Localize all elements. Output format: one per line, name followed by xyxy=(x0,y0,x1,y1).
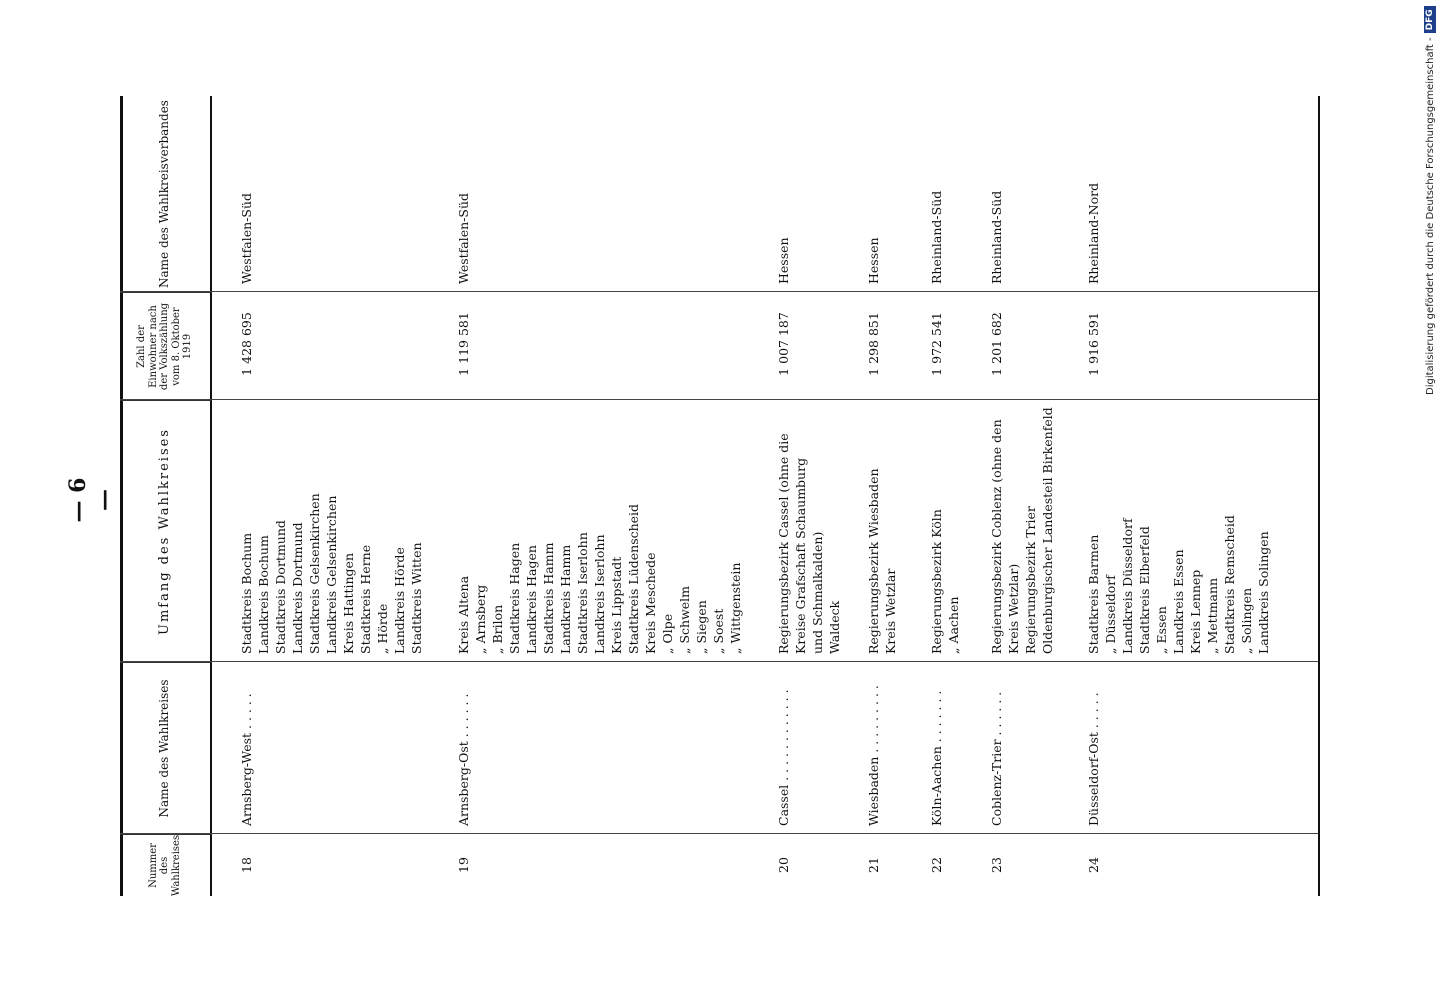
population-value: 1 007 187 xyxy=(776,312,791,376)
umfang-line: Landkreis Bochum xyxy=(256,535,271,654)
umfang-line: und Schmalkalden) xyxy=(810,531,825,654)
umfang-line: Stadtkreis Dortmund xyxy=(273,520,288,654)
population-value: 1 916 591 xyxy=(1086,312,1101,376)
constituency-table xyxy=(120,96,1320,896)
page-number: — 6 — xyxy=(65,477,117,523)
constituency-name: Düsseldorf-Ost . . . . . xyxy=(1086,692,1101,826)
bottom-rule xyxy=(1318,96,1320,896)
umfang-line: Landkreis Solingen xyxy=(1256,531,1271,654)
population-value: 1 428 695 xyxy=(239,312,254,376)
umfang-line: Stadtkreis Barmen xyxy=(1086,534,1101,654)
umfang-line: Kreise Grafschaft Schaumburg xyxy=(793,457,808,654)
umfang-line: Kreis Meschede xyxy=(643,552,658,654)
column-divider xyxy=(120,661,1320,662)
umfang-line: Stadtkreis Remscheid xyxy=(1222,515,1237,654)
constituency-number: 23 xyxy=(989,857,1004,873)
umfang-line: Landkreis Essen xyxy=(1171,549,1186,654)
verband-name: Westfalen-Süd xyxy=(456,192,471,284)
umfang-line: Landkreis Düsseldorf xyxy=(1120,518,1135,654)
umfang-line: Stadtkreis Gelsenkirchen xyxy=(307,493,322,654)
verband-name: Rheinland-Nord xyxy=(1086,182,1101,284)
umfang-list xyxy=(238,400,425,654)
verband-name: Westfalen-Süd xyxy=(239,192,254,284)
umfang-line: „ Brilon xyxy=(490,604,505,654)
population-value: 1 972 541 xyxy=(929,312,944,376)
umfang-line: Kreis Lennep xyxy=(1188,569,1203,654)
header-population: Zahl der Einwohner nach der Volkszählung vom 8. Oktober 1919 xyxy=(120,292,212,400)
population-value: 1 119 581 xyxy=(456,312,471,376)
verband-name: Hessen xyxy=(776,237,791,284)
constituency-number: 24 xyxy=(1086,857,1101,873)
umfang-line: Regierungsbezirk Cassel (ohne die xyxy=(776,433,791,654)
umfang-line: Oldenburgischer Landesteil Birkenfeld xyxy=(1040,407,1055,654)
umfang-line: Landkreis Hamm xyxy=(558,544,573,654)
umfang-line: Stadtkreis Elberfeld xyxy=(1137,526,1152,654)
column-divider xyxy=(120,291,1320,292)
umfang-line: „ Olpe xyxy=(660,613,675,654)
umfang-line: „ Düsseldorf xyxy=(1103,575,1118,654)
umfang-line: Regierungsbezirk Köln xyxy=(929,509,944,654)
header-name: Name des Wahlkreises xyxy=(120,662,212,834)
umfang-line: Landkreis Hörde xyxy=(392,547,407,654)
constituency-number: 19 xyxy=(456,857,471,873)
umfang-line: Kreis Wetzlar xyxy=(883,568,898,654)
umfang-line: „ Arnsberg xyxy=(473,584,488,654)
digitization-credit xyxy=(1423,9,1437,395)
umfang-line: Stadtkreis Iserlohn xyxy=(575,532,590,654)
credit-text: Digitalisierung gefördert durch die Deutsche Forschungsgemeinschaft - xyxy=(1424,37,1436,395)
constituency-number: 22 xyxy=(929,857,944,873)
umfang-line: Kreis Wetzlar) xyxy=(1006,563,1021,654)
umfang-line: Landkreis Gelsenkirchen xyxy=(324,495,339,654)
umfang-line: „ Aachen xyxy=(946,596,961,654)
constituency-name: Wiesbaden . . . . . . . . . xyxy=(866,685,881,826)
constituency-name: Köln-Aachen . . . . . . . xyxy=(929,690,944,826)
umfang-line: Landkreis Dortmund xyxy=(290,522,305,654)
verband-name: Rheinland-Süd xyxy=(929,190,944,284)
umfang-line: Regierungsbezirk Trier xyxy=(1023,506,1038,654)
umfang-line: „ Soest xyxy=(711,608,726,654)
header-verband: Name des Wahlkreisverbandes xyxy=(120,96,212,292)
umfang-line: „ Essen xyxy=(1154,606,1169,654)
header-number: Nummer des Wahlkreises xyxy=(120,834,212,896)
umfang-line: Stadtkreis Lüdenscheid xyxy=(626,503,641,654)
umfang-line: „ Mettmann xyxy=(1205,577,1220,654)
umfang-line: Kreis Lippstadt xyxy=(609,556,624,654)
constituency-name: Arnsberg-Ost . . . . . . xyxy=(456,693,471,826)
constituency-name: Coblenz-Trier . . . . . . xyxy=(989,691,1004,826)
constituency-name: Cassel . . . . . . . . . . . . xyxy=(776,689,791,826)
umfang-line: Kreis Altena xyxy=(456,575,471,654)
header-umfang: Umfang des Wahlkreises xyxy=(120,400,212,662)
umfang-line: Landkreis Iserlohn xyxy=(592,534,607,654)
umfang-line: „ Hörde xyxy=(375,603,390,654)
umfang-list xyxy=(455,400,744,654)
umfang-line: Regierungsbezirk Coblenz (ohne den xyxy=(989,419,1004,654)
umfang-line: Waldeck xyxy=(827,600,842,654)
column-divider xyxy=(120,833,1320,834)
table-region xyxy=(120,96,1320,896)
population-value: 1 201 682 xyxy=(989,312,1004,376)
umfang-list xyxy=(928,400,962,654)
verband-name: Rheinland-Süd xyxy=(989,190,1004,284)
umfang-list xyxy=(1085,400,1272,654)
constituency-name: Arnsberg-West . . . . . xyxy=(239,693,254,826)
umfang-line: Regierungsbezirk Wiesbaden xyxy=(866,468,881,654)
constituency-number: 18 xyxy=(239,857,254,873)
population-value: 1 298 851 xyxy=(866,312,881,376)
umfang-line: „ Schwelm xyxy=(677,585,692,654)
verband-name: Hessen xyxy=(866,237,881,284)
umfang-list xyxy=(988,400,1056,654)
umfang-line: Stadtkreis Hagen xyxy=(507,542,522,654)
umfang-line: Stadtkreis Witten xyxy=(409,542,424,654)
umfang-line: Landkreis Hagen xyxy=(524,545,539,654)
umfang-line: Kreis Hattingen xyxy=(341,553,356,654)
umfang-list xyxy=(775,400,843,654)
umfang-line: Stadtkreis Herne xyxy=(358,544,373,654)
umfang-list xyxy=(865,400,899,654)
umfang-line: „ Solingen xyxy=(1239,587,1254,654)
constituency-number: 20 xyxy=(776,857,791,873)
constituency-number: 21 xyxy=(866,857,881,873)
umfang-line: Stadtkreis Hamm xyxy=(541,542,556,654)
umfang-line: Stadtkreis Bochum xyxy=(239,532,254,654)
umfang-line: „ Siegen xyxy=(694,600,709,654)
dfg-logo: DFG xyxy=(1424,6,1436,33)
umfang-line: „ Wittgenstein xyxy=(728,562,743,654)
